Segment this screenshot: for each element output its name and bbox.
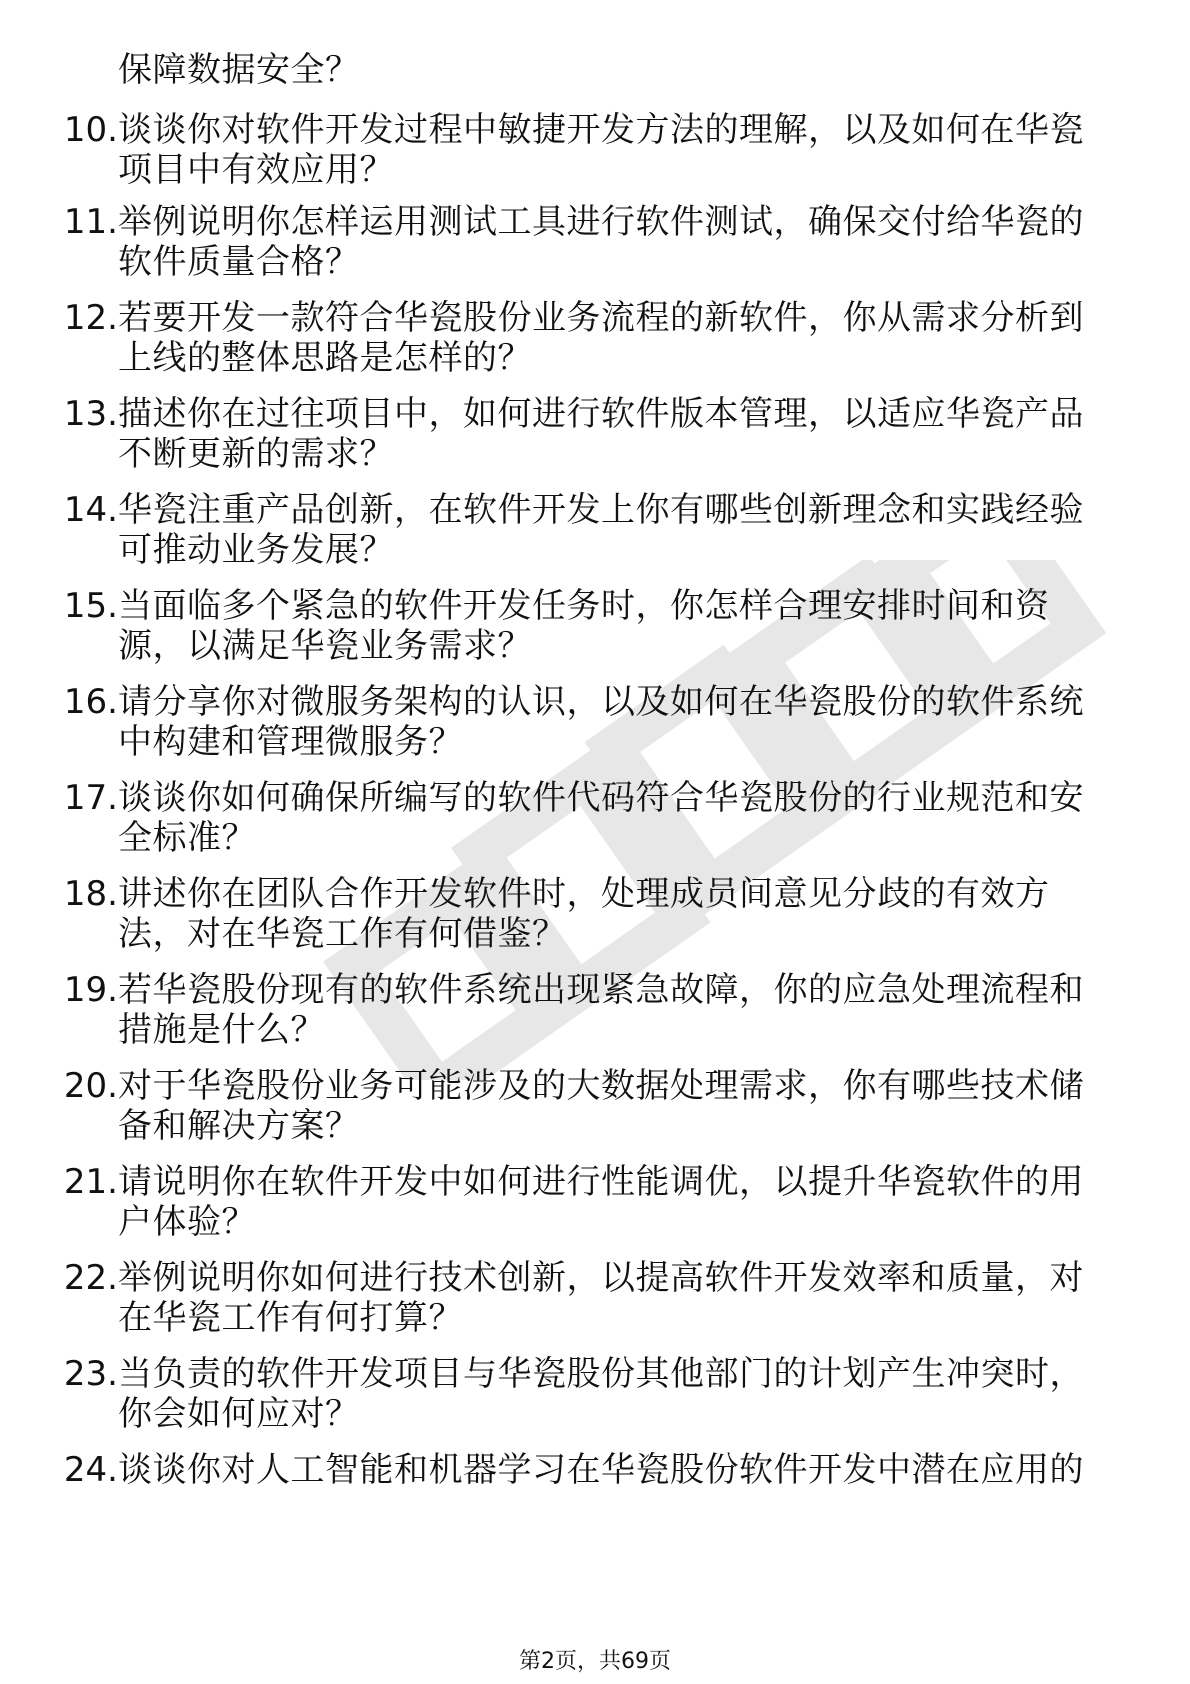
- item-number: 18.: [63, 874, 118, 914]
- item-line: 中构建和管理微服务？: [118, 722, 463, 762]
- item-line: 若华瓷股份现有的软件系统出现紧急故障，你的应急处理流程和: [118, 970, 1084, 1010]
- item-line: 举例说明你怎样运用测试工具进行软件测试，确保交付给华瓷的: [118, 202, 1084, 242]
- item-line: 备和解决方案？: [118, 1106, 360, 1146]
- item-number: 21.: [63, 1162, 118, 1202]
- item-line: 法，对在华瓷工作有何借鉴？: [118, 914, 567, 954]
- item-line: 华瓷注重产品创新，在软件开发上你有哪些创新理念和实践经验: [118, 490, 1084, 530]
- item-line: 源，以满足华瓷业务需求？: [118, 626, 532, 666]
- item-number: 12.: [63, 298, 118, 338]
- item-line: 请分享你对微服务架构的认识，以及如何在华瓷股份的软件系统: [118, 682, 1084, 722]
- item-number: 19.: [63, 970, 118, 1010]
- item-line: 可推动业务发展？: [118, 530, 394, 570]
- item-line: 上线的整体思路是怎样的？: [118, 338, 532, 378]
- item-number: 24.: [63, 1450, 118, 1490]
- item-number: 10.: [63, 110, 118, 150]
- item-number: 11.: [63, 202, 118, 242]
- item-line: 项目中有效应用？: [118, 150, 394, 190]
- item-number: 22.: [63, 1258, 118, 1298]
- item-line: 户体验？: [118, 1202, 256, 1242]
- item-line: 谈谈你对人工智能和机器学习在华瓷股份软件开发中潜在应用的: [118, 1450, 1084, 1490]
- item-number: 17.: [63, 778, 118, 818]
- item-line: 全标准？: [118, 818, 256, 858]
- page-footer: 第2页，共69页: [519, 1649, 671, 1674]
- item-line: 你会如何应对？: [118, 1394, 360, 1434]
- item-line: 软件质量合格？: [118, 242, 360, 282]
- item-line: 当面临多个紧急的软件开发任务时，你怎样合理安排时间和资: [118, 586, 1050, 626]
- item-line: 对于华瓷股份业务可能涉及的大数据处理需求，你有哪些技术储: [118, 1066, 1084, 1106]
- item-line: 举例说明你如何进行技术创新，以提高软件开发效率和质量，对: [118, 1258, 1084, 1298]
- item-line: 讲述你在团队合作开发软件时，处理成员间意见分歧的有效方: [118, 874, 1050, 914]
- item-line: 请说明你在软件开发中如何进行性能调优，以提升华瓷软件的用: [118, 1162, 1084, 1202]
- item-number: 23.: [63, 1354, 118, 1394]
- item-line: 措施是什么？: [118, 1010, 325, 1050]
- item-line: 当负责的软件开发项目与华瓷股份其他部门的计划产生冲突时，: [118, 1354, 1084, 1394]
- item-line: 描述你在过往项目中，如何进行软件版本管理，以适应华瓷产品: [118, 394, 1084, 434]
- item-number: 15.: [63, 586, 118, 626]
- item-number: 16.: [63, 682, 118, 722]
- item-line: 在华瓷工作有何打算？: [118, 1298, 463, 1338]
- continuation-text: 保障数据安全？: [118, 50, 360, 90]
- item-number: 13.: [63, 394, 118, 434]
- item-number: 14.: [63, 490, 118, 530]
- item-line: 若要开发一款符合华瓷股份业务流程的新软件，你从需求分析到: [118, 298, 1084, 338]
- item-line: 谈谈你如何确保所编写的软件代码符合华瓷股份的行业规范和安: [118, 778, 1084, 818]
- item-line: 不断更新的需求？: [118, 434, 394, 474]
- item-line: 谈谈你对软件开发过程中敏捷开发方法的理解，以及如何在华瓷: [118, 110, 1084, 150]
- item-number: 20.: [63, 1066, 118, 1106]
